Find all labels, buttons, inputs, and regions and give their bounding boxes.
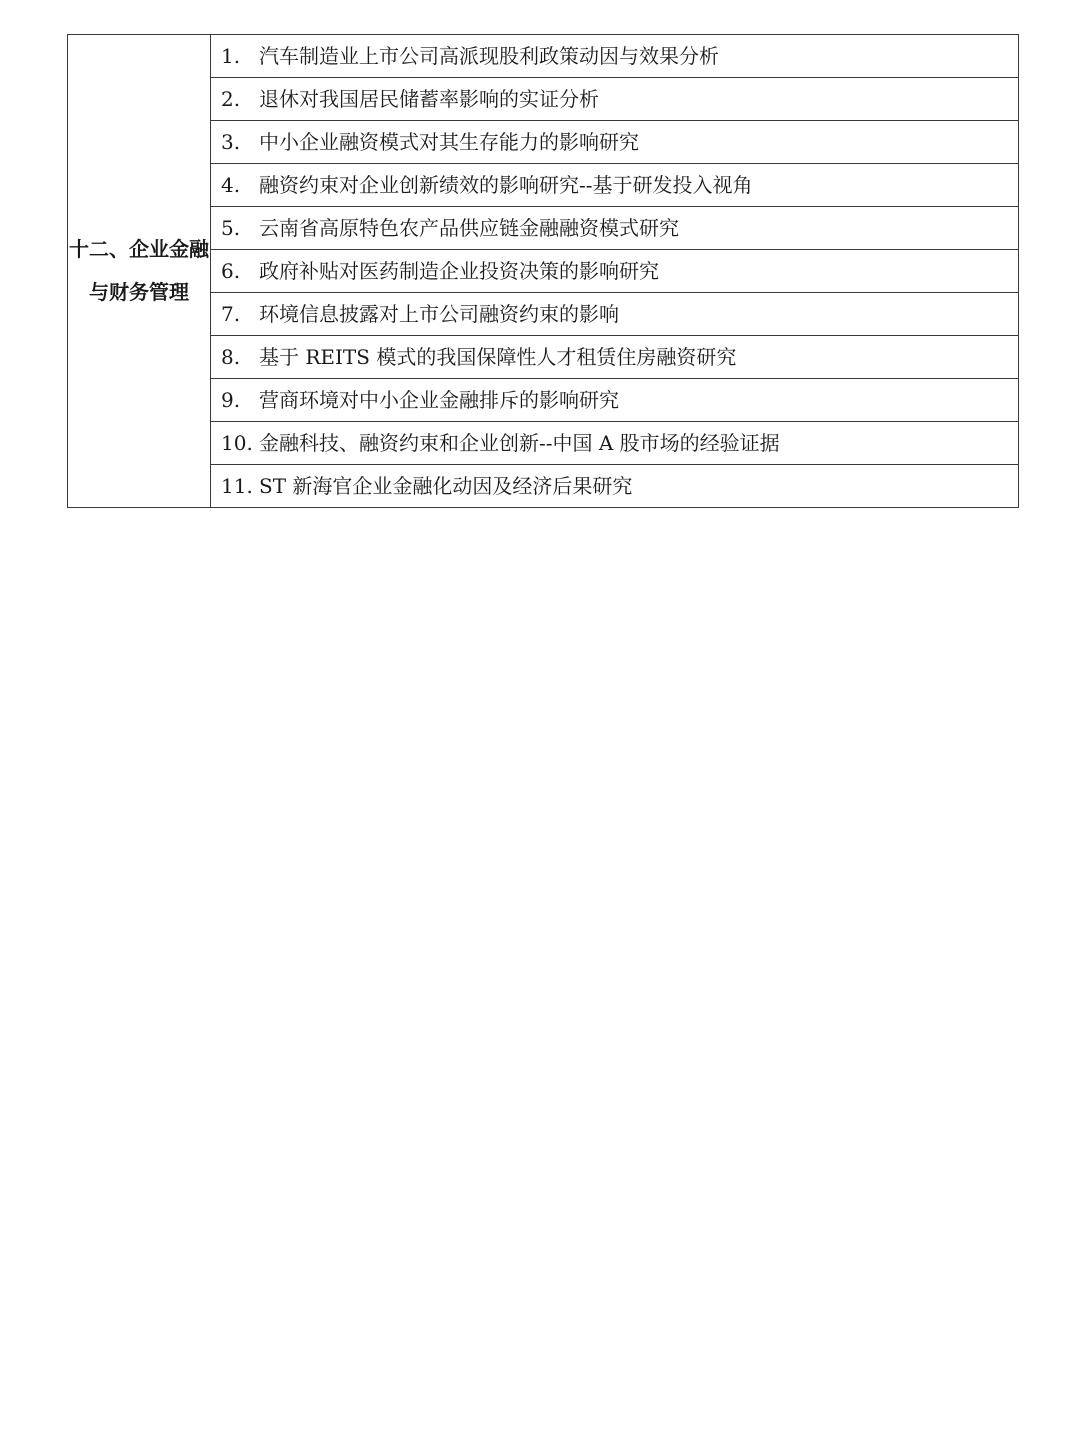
table-row bbox=[68, 293, 1019, 336]
item-number: 3. bbox=[221, 130, 241, 154]
item-number: 1. bbox=[221, 44, 241, 68]
item-title: 环境信息披露对上市公司融资约束的影响 bbox=[259, 302, 619, 326]
item-title: 金融科技、融资约束和企业创新--中国 A 股市场的经验证据 bbox=[259, 431, 780, 455]
item-number: 9. bbox=[221, 388, 241, 412]
item-title: 政府补贴对医药制造企业投资决策的影响研究 bbox=[259, 259, 659, 283]
topic-item bbox=[211, 121, 1019, 164]
item-number: 10. bbox=[221, 431, 253, 455]
topic-item bbox=[211, 250, 1019, 293]
item-title: 云南省高原特色农产品供应链金融融资模式研究 bbox=[259, 216, 679, 240]
table-row bbox=[68, 465, 1019, 508]
table-row bbox=[68, 35, 1019, 78]
table-row bbox=[68, 164, 1019, 207]
item-title: 融资约束对企业创新绩效的影响研究--基于研发投入视角 bbox=[259, 173, 753, 197]
item-number: 5. bbox=[221, 216, 241, 240]
table-row bbox=[68, 250, 1019, 293]
topic-item bbox=[211, 207, 1019, 250]
topic-item bbox=[211, 422, 1019, 465]
topic-item bbox=[211, 336, 1019, 379]
table-row bbox=[68, 422, 1019, 465]
table-row bbox=[68, 336, 1019, 379]
table-row bbox=[68, 78, 1019, 121]
item-number: 11. bbox=[221, 474, 253, 498]
item-title: 基于 REITS 模式的我国保障性人才租赁住房融资研究 bbox=[259, 345, 737, 369]
item-title: 中小企业融资模式对其生存能力的影响研究 bbox=[259, 130, 639, 154]
topic-item bbox=[211, 78, 1019, 121]
item-number: 7. bbox=[221, 302, 241, 326]
category-cell: 十二、企业金融与财务管理 bbox=[68, 35, 211, 508]
item-number: 6. bbox=[221, 259, 241, 283]
table-row bbox=[68, 207, 1019, 250]
table-row bbox=[68, 379, 1019, 422]
item-number: 4. bbox=[221, 173, 241, 197]
topic-item bbox=[211, 293, 1019, 336]
item-number: 2. bbox=[221, 87, 241, 111]
item-title: ST 新海官企业金融化动因及经济后果研究 bbox=[259, 474, 633, 498]
topic-item bbox=[211, 379, 1019, 422]
topic-item bbox=[211, 164, 1019, 207]
table-row bbox=[68, 121, 1019, 164]
item-title: 汽车制造业上市公司高派现股利政策动因与效果分析 bbox=[259, 44, 719, 68]
item-number: 8. bbox=[221, 345, 241, 369]
topic-table bbox=[67, 34, 1019, 508]
item-title: 营商环境对中小企业金融排斥的影响研究 bbox=[259, 388, 619, 412]
item-title: 退休对我国居民储蓄率影响的实证分析 bbox=[259, 87, 599, 111]
topic-item bbox=[211, 35, 1019, 78]
topic-item bbox=[211, 465, 1019, 508]
